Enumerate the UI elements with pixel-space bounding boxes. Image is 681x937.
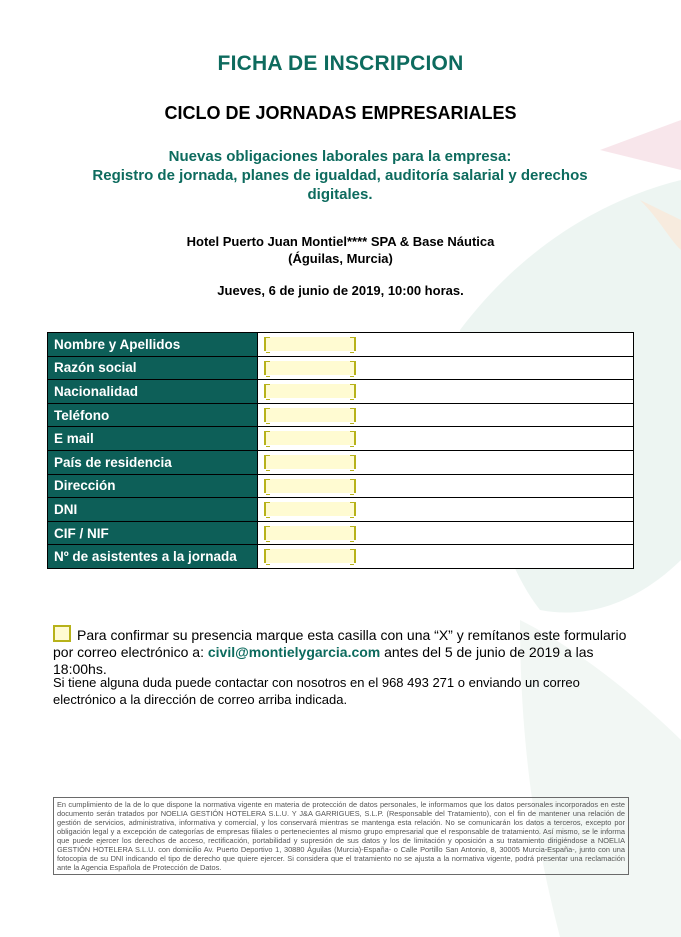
theme-line-2: Registro de jornada, planes de igualdad, auditoría salarial y derechos	[92, 167, 588, 184]
direccion-input[interactable]	[264, 479, 356, 493]
event-venue	[0, 233, 681, 267]
field-cell-pais	[258, 450, 634, 474]
field-cell-email	[258, 427, 634, 451]
table-row	[48, 427, 634, 451]
field-label-nombre: Nombre y Apellidos	[48, 333, 258, 357]
field-label-email: E mail	[48, 427, 258, 451]
field-cell-cif-nif	[258, 521, 634, 545]
table-row	[48, 450, 634, 474]
confirm-checkbox[interactable]	[53, 625, 71, 642]
theme-line-3: digitales.	[307, 186, 373, 203]
table-row	[48, 521, 634, 545]
theme-line-1: Nuevas obligaciones laborales para la empresa:	[168, 148, 512, 165]
table-row	[48, 356, 634, 380]
nacionalidad-input[interactable]	[264, 384, 356, 398]
contact-email-link[interactable]: civil@montielygarcia.com	[207, 644, 381, 660]
contact-paragraph: Si tiene alguna duda puede contactar con nosotros en el 968 493 271 o enviando un correo electrónico a la dirección de correo arriba indicada.	[53, 675, 580, 707]
field-cell-direccion	[258, 474, 634, 498]
table-row	[48, 403, 634, 427]
event-date: Jueves, 6 de junio de 2019, 10:00 horas.	[217, 283, 464, 298]
document-title: FICHA DE INSCRIPCION	[217, 52, 464, 75]
field-cell-nombre	[258, 333, 634, 357]
field-label-cif-nif: CIF / NIF	[48, 521, 258, 545]
legal-notice: En cumplimiento de la de lo que dispone la normativa vigente en materia de protección de datos personales, le informamos que los datos personales incorporados en este documento serán tratados por NOELIA GESTIÓN HOTELERA S.L.U. Y J&A GARRIGUES, S.L.P. (Responsable del Tratamiento), con el fin de mantener una relación de gestión de servicios, administrativa, informativa y comercial, y los conservará mientras se mantenga esta relación. No se comunicarán los datos a terceros, excepto por obligación legal y a excepción de categorías de empresas filiales o pertenecientes al mismo grupo empresarial que el responsable de tratamiento. Así mismo, se le informa que puede ejercer los derechos de acceso, rectificación, portabilidad y supresión de sus datos y los de limitación y oposición a su tratamiento dirigiéndose a NOELIA GESTIÓN HOTELERA S.L.U. con domicilio Av. Puerto Deportivo 1, 30880 Águilas (Murcia)-España- o Calle Portillo San Antonio, 8, 30005 Murcia-España-, junto con una fotocopia de su DNI indicando el tipo de derecho que quiere ejercer. Si considera que el tratamiento no se ajusta a la normativa vigente, podrá presentar una reclamación ante la Agencia Española de Protección de Datos.	[53, 797, 629, 875]
field-cell-asistentes	[258, 545, 634, 569]
dni-input[interactable]	[264, 502, 356, 516]
table-row	[48, 380, 634, 404]
email-input[interactable]	[264, 431, 356, 445]
document-subtitle: CICLO DE JORNADAS EMPRESARIALES	[164, 103, 517, 123]
field-label-nacionalidad: Nacionalidad	[48, 380, 258, 404]
field-cell-telefono	[258, 403, 634, 427]
confirm-text-before: Para confirmar su presencia marque esta casilla con una “X” y remítanos este formulario por correo electrónico a:	[53, 627, 627, 660]
field-label-telefono: Teléfono	[48, 403, 258, 427]
registration-table	[47, 332, 634, 569]
field-label-pais: País de residencia	[48, 450, 258, 474]
asistentes-input[interactable]	[264, 549, 356, 563]
field-label-dni: DNI	[48, 498, 258, 522]
field-cell-razon-social	[258, 356, 634, 380]
table-row	[48, 333, 634, 357]
venue-line-2: (Águilas, Murcia)	[288, 251, 393, 266]
field-label-asistentes: Nº de asistentes a la jornada	[48, 545, 258, 569]
table-row	[48, 474, 634, 498]
nombre-input[interactable]	[264, 337, 356, 351]
pais-input[interactable]	[264, 455, 356, 469]
telefono-input[interactable]	[264, 408, 356, 422]
confirm-text-after: antes del 5 de junio de 2019 a las 18:00hs.	[53, 644, 594, 677]
field-cell-nacionalidad	[258, 380, 634, 404]
cif-nif-input[interactable]	[264, 526, 356, 540]
event-theme	[60, 147, 620, 204]
field-label-direccion: Dirección	[48, 474, 258, 498]
razon-social-input[interactable]	[264, 361, 356, 375]
table-row	[48, 545, 634, 569]
field-label-razon-social: Razón social	[48, 356, 258, 380]
venue-line-1: Hotel Puerto Juan Montiel**** SPA & Base Náutica	[186, 234, 495, 249]
table-row	[48, 498, 634, 522]
confirmation-paragraph	[53, 625, 643, 678]
field-cell-dni	[258, 498, 634, 522]
